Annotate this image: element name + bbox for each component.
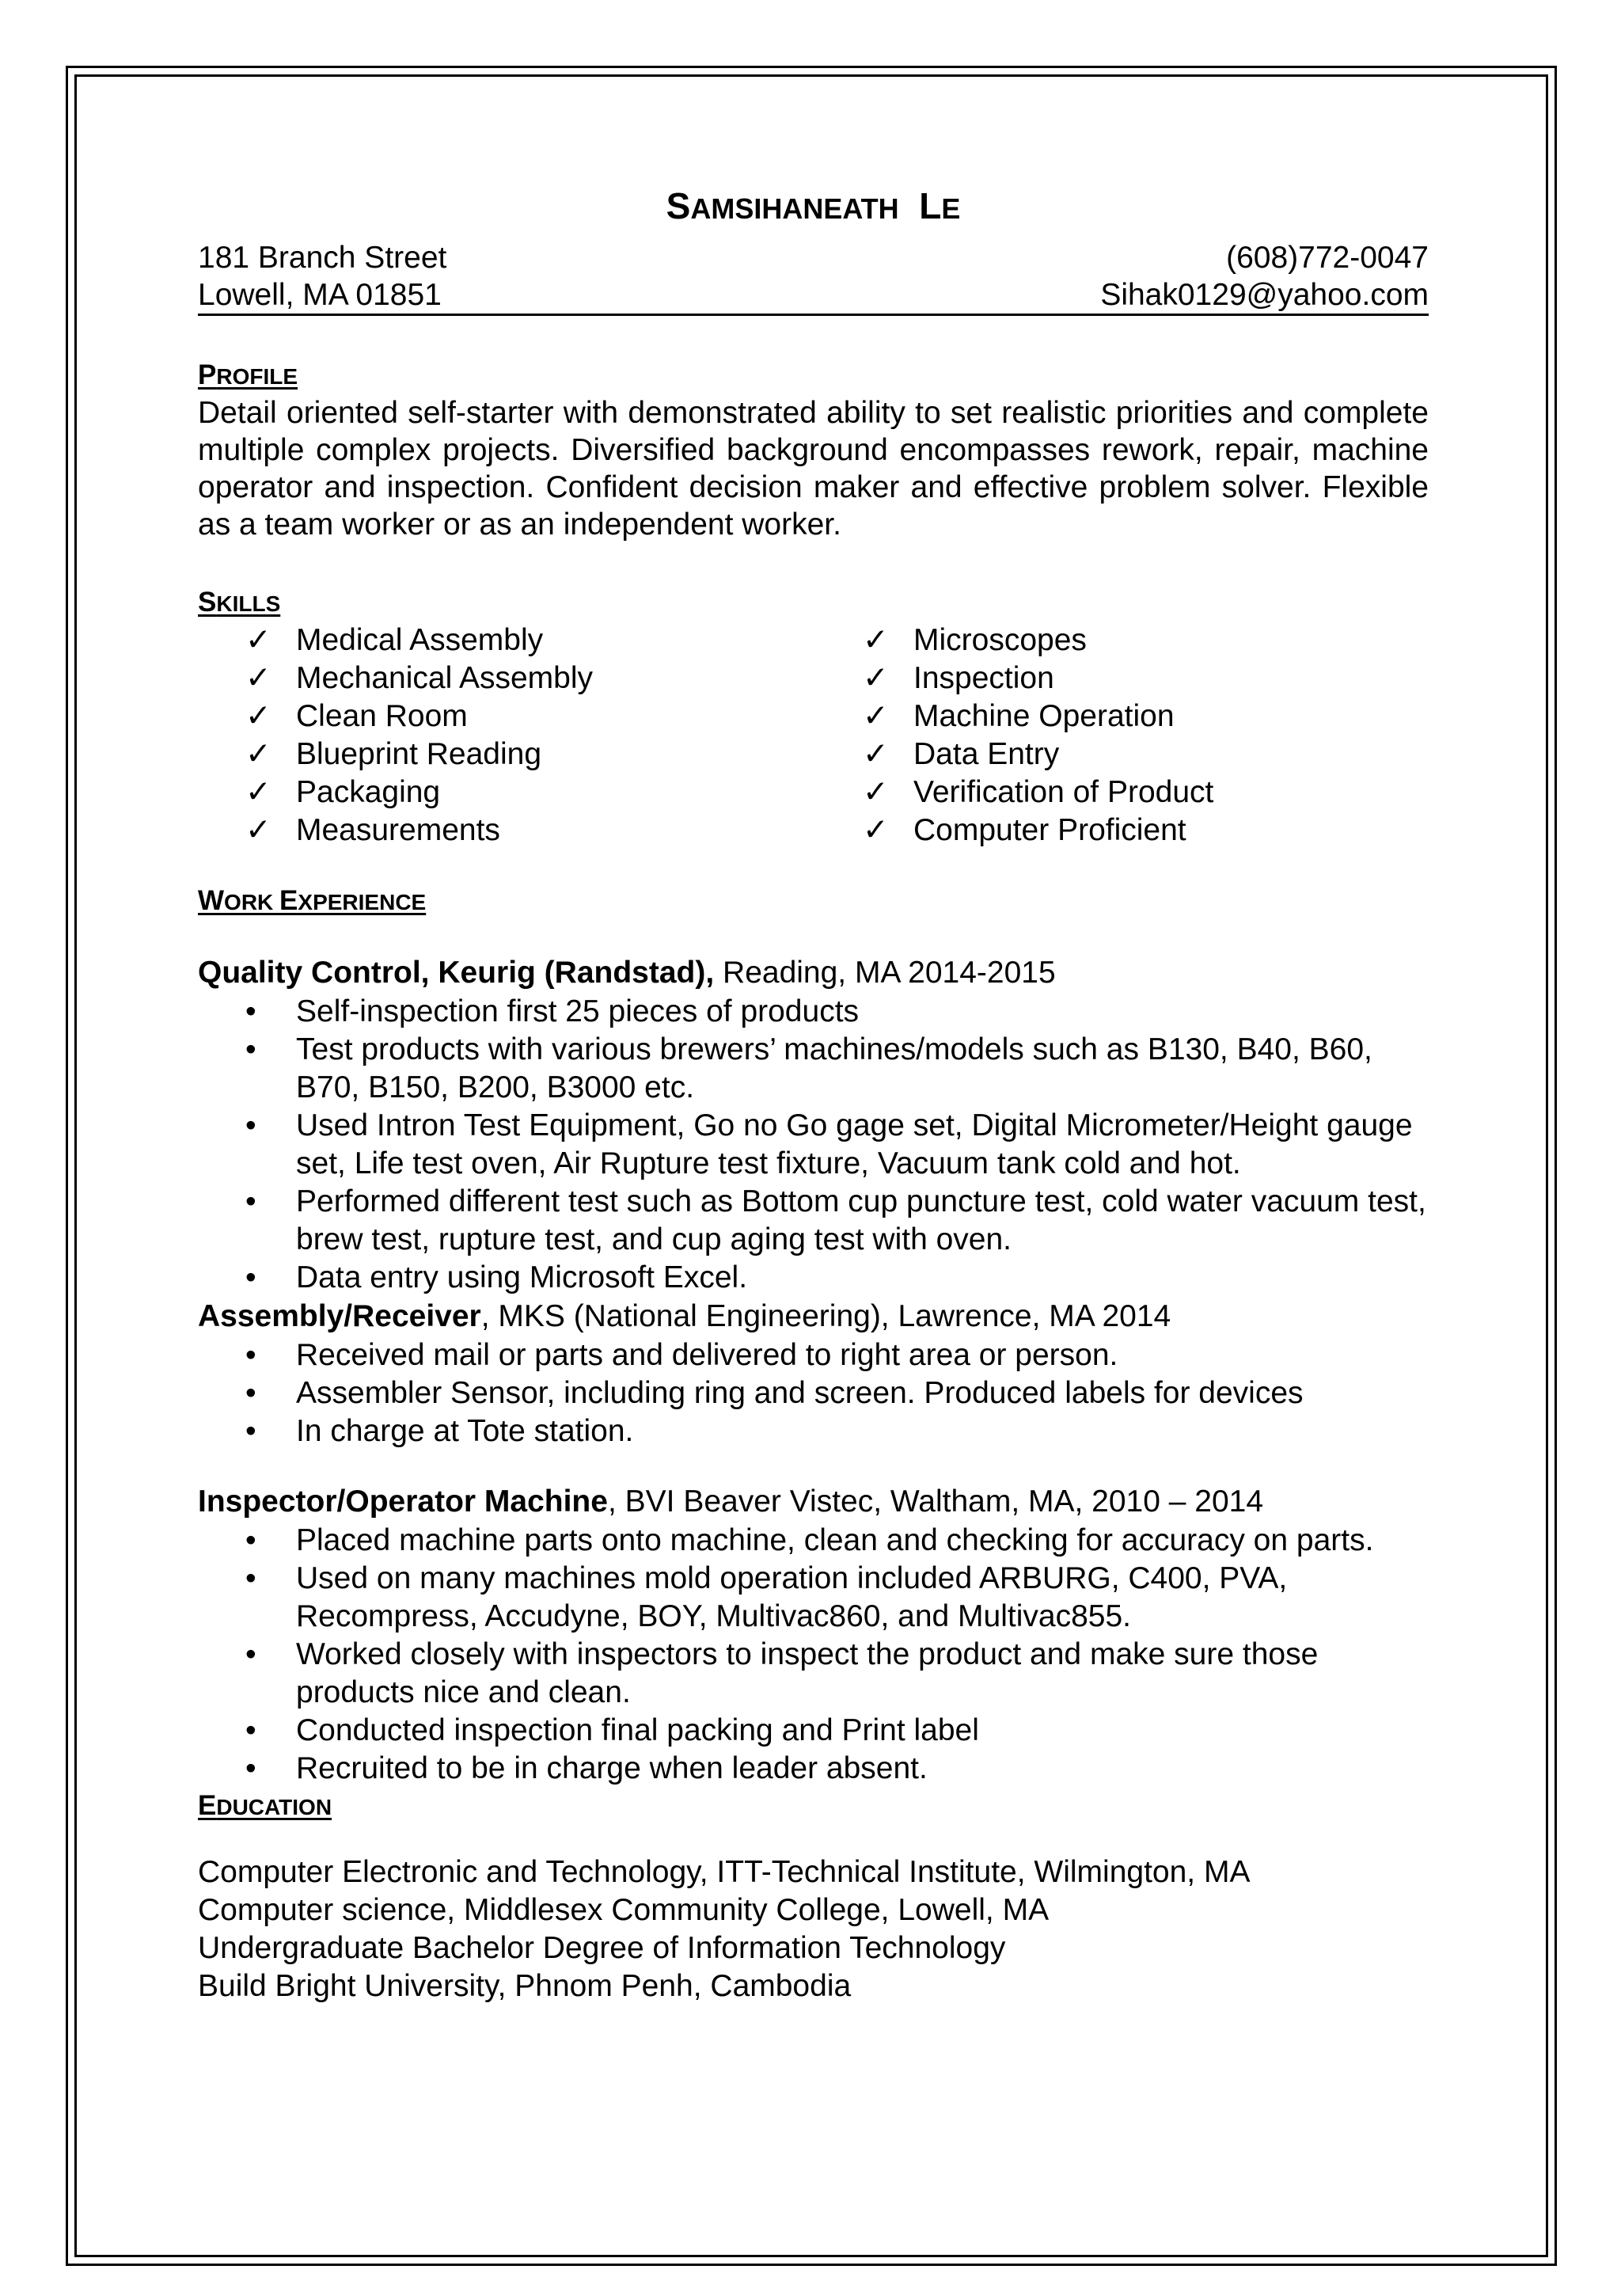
bullet-icon: •	[245, 1108, 256, 1142]
skills-heading: SKILLS	[198, 587, 281, 618]
list-item: • Test products with various brewers’ machines/models such as B130, B40, B60, B70, B150, B200, B3000 etc.	[245, 1032, 1372, 1104]
bullet-icon: •	[245, 1523, 256, 1557]
job-3-bullets	[198, 1522, 1429, 1788]
check-icon: ✓	[863, 813, 889, 847]
list-item: • In charge at Tote station.	[198, 1412, 1429, 1450]
work-experience-heading: WORK EXPERIENCE	[198, 885, 427, 916]
skill-item: ✓ Blueprint Reading	[245, 736, 863, 774]
check-icon: ✓	[863, 623, 889, 657]
job-title-1: Quality Control, Keurig (Randstad), Reading, MA 2014-2015	[198, 956, 1056, 990]
check-icon: ✓	[245, 661, 271, 695]
contact-row-1	[198, 239, 1429, 276]
job-title-2: Assembly/Receiver, MKS (National Engineering), Lawrence, MA 2014	[198, 1299, 1171, 1333]
list-item: • Assembler Sensor, including ring and screen. Produced labels for devices	[198, 1374, 1429, 1412]
bullet-icon: •	[245, 1713, 256, 1747]
check-icon: ✓	[245, 623, 271, 657]
skill-item: ✓ Data Entry	[863, 736, 1213, 774]
bullet-icon: •	[245, 1032, 256, 1066]
education-line: Computer Electronic and Technology, ITT-Technical Institute, Wilmington, MA	[198, 1855, 1251, 1889]
list-item: • Placed machine parts onto machine, clean and checking for accuracy on parts.	[198, 1522, 1429, 1560]
skill-item: ✓ Computer Proficient	[863, 812, 1213, 850]
skill-item: ✓ Measurements	[245, 812, 863, 850]
list-item: • Recruited to be in charge when leader absent.	[198, 1750, 1429, 1788]
check-icon: ✓	[245, 699, 271, 733]
skill-item: ✓ Inspection	[863, 660, 1213, 698]
skills-left-column	[245, 622, 863, 850]
skills-list	[198, 622, 1429, 850]
list-item: • Used on many machines mold operation included ARBURG, C400, PVA, Recompress, Accudyne, BOY, Multivac860, and Multivac855.	[245, 1561, 1288, 1633]
bullet-icon: •	[245, 1561, 256, 1595]
check-icon: ✓	[863, 661, 889, 695]
bullet-icon: •	[245, 1376, 256, 1410]
check-icon: ✓	[863, 699, 889, 733]
skill-item: ✓ Packaging	[245, 774, 863, 812]
job-title-3: Inspector/Operator Machine, BVI Beaver Vistec, Waltham, MA, 2010 – 2014	[198, 1484, 1264, 1519]
bullet-icon: •	[245, 1184, 256, 1218]
skill-item: ✓ Medical Assembly	[245, 622, 863, 660]
profile-text: Detail oriented self-starter with demonstrated ability to set realistic priorities and complete multiple complex projects. Diversified background encompasses rework, repair, machine operator and inspection. Confident decision maker and effective problem solver. Flexible as a team worker or as an independent worker.	[198, 396, 1429, 542]
skill-item: ✓ Microscopes	[863, 622, 1213, 660]
contact-block	[198, 239, 1429, 316]
skill-item: ✓ Mechanical Assembly	[245, 660, 863, 698]
skill-item: ✓ Clean Room	[245, 698, 863, 736]
check-icon: ✓	[245, 775, 271, 809]
list-item: • Worked closely with inspectors to inspect the product and make sure those products nice and clean.	[245, 1637, 1319, 1709]
list-item: • Used Intron Test Equipment, Go no Go gage set, Digital Micrometer/Height gauge set, Life test oven, Air Rupture test fixture, Vacuum tank cold and hot.	[245, 1108, 1413, 1180]
education-heading: EDUCATION	[198, 1790, 332, 1821]
education-list	[198, 1853, 1429, 2005]
phone-number: (608)772-0047	[1226, 241, 1429, 275]
contact-row-2	[198, 276, 1429, 314]
check-icon: ✓	[245, 737, 271, 771]
address-line1: 181 Branch Street	[198, 241, 447, 275]
bullet-icon: •	[245, 1414, 256, 1448]
skill-item: ✓ Verification of Product	[863, 774, 1213, 812]
bullet-icon: •	[245, 1637, 256, 1671]
bullet-icon: •	[245, 1260, 256, 1294]
bullet-icon: •	[245, 994, 256, 1028]
education-line: Build Bright University, Phnom Penh, Cambodia	[198, 1969, 852, 2003]
list-item: • Conducted inspection final packing and Print label	[198, 1712, 1429, 1750]
education-line: Undergraduate Bachelor Degree of Information Technology	[198, 1931, 1006, 1965]
profile-heading: PROFILE	[198, 359, 298, 390]
bullet-icon: •	[245, 1338, 256, 1372]
check-icon: ✓	[863, 775, 889, 809]
list-item: • Received mail or parts and delivered to right area or person.	[198, 1336, 1429, 1374]
skills-right-column	[863, 622, 1213, 850]
bullet-icon: •	[245, 1751, 256, 1785]
skill-item: ✓ Machine Operation	[863, 698, 1213, 736]
address-line2: Lowell, MA 01851	[198, 278, 442, 312]
list-item: • Performed different test such as Bottom cup puncture test, cold water vacuum test, brew test, rupture test, and cup aging test with oven.	[245, 1184, 1426, 1256]
check-icon: ✓	[863, 737, 889, 771]
list-item: • Data entry using Microsoft Excel.	[198, 1259, 1429, 1297]
job-2-bullets	[198, 1336, 1429, 1450]
education-line: Computer science, Middlesex Community College, Lowell, MA	[198, 1893, 1050, 1927]
resume-page	[198, 182, 1429, 2005]
candidate-name: SAMSIHANEATH LE	[666, 185, 961, 226]
job-1-bullets	[198, 993, 1429, 1297]
check-icon: ✓	[245, 813, 271, 847]
list-item: • Self-inspection first 25 pieces of products	[198, 993, 1429, 1031]
email-address: Sihak0129@yahoo.com	[1100, 278, 1429, 312]
